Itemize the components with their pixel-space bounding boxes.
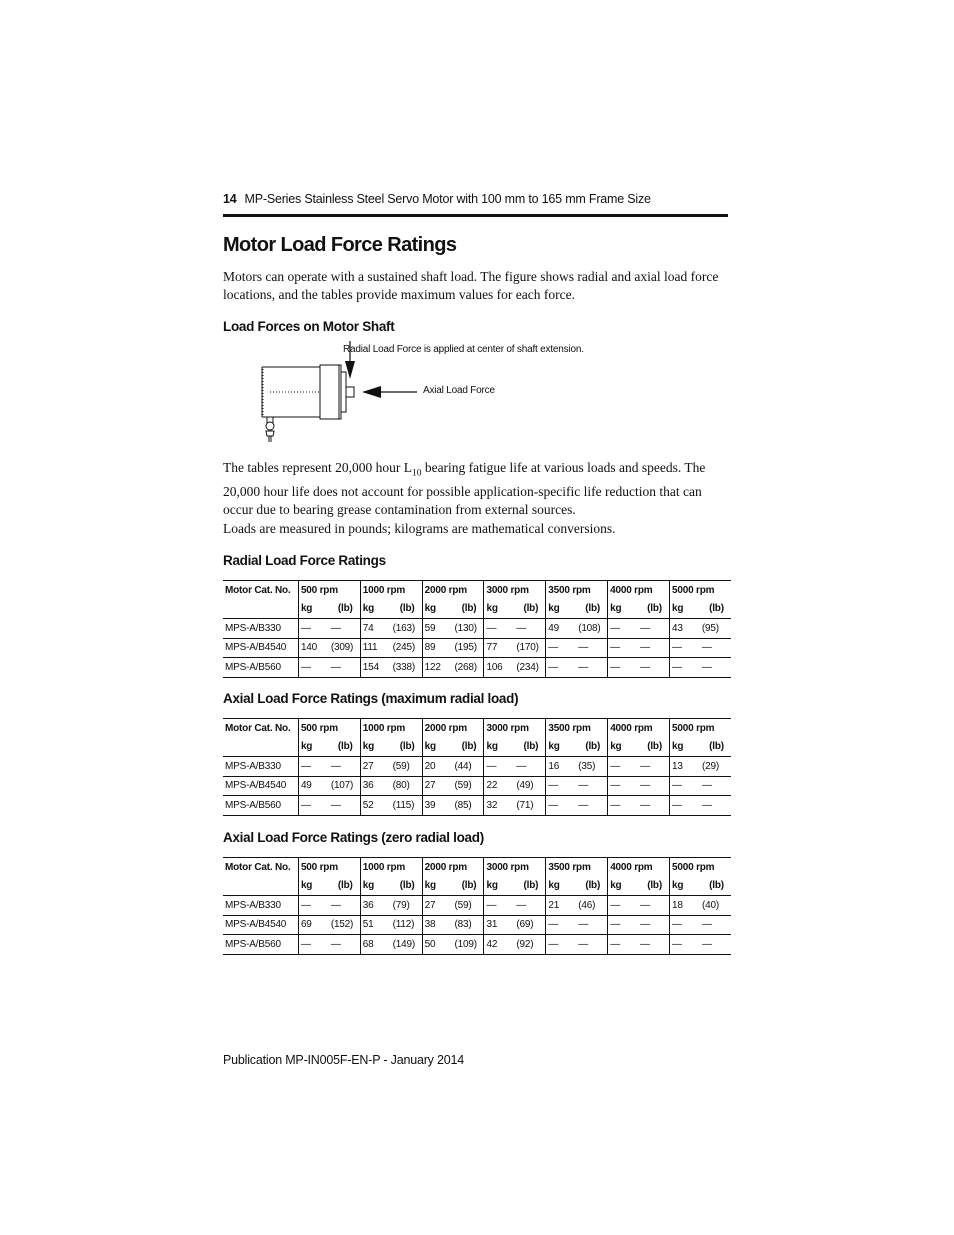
value-kg: 89 [422,638,452,658]
value-lb: — [638,896,669,916]
value-kg: — [484,757,514,777]
value-lb: (92) [514,935,545,955]
axial-load-label: Axial Load Force [423,385,495,396]
unit-lb: (lb) [585,603,601,615]
units-note: Loads are measured in pounds; kilograms are mathematical conversions. [223,521,616,536]
value-kg: 36 [360,896,390,916]
motor-cat-no: MPS-A/B330 [223,896,298,916]
cat-no-header: Motor Cat. No. [223,858,298,877]
value-lb: (338) [391,658,422,678]
radial-load-table [223,580,731,678]
unit-kg: kg [546,738,576,757]
value-lb: (268) [453,658,484,678]
speed-header: 3000 rpm [484,719,546,738]
speed-header: 2000 rpm [422,581,484,600]
value-lb: — [638,619,669,639]
value-lb: — [329,658,360,678]
value-kg: 154 [360,658,390,678]
axial-zero-radial-table [223,857,731,955]
motor-cat-no: MPS-A/B4540 [223,776,298,796]
motor-cat-no: MPS-A/B4540 [223,638,298,658]
unit-blank [223,738,298,757]
value-lb: (195) [453,638,484,658]
value-lb: — [576,776,607,796]
unit-kg: kg [670,738,700,757]
value-kg: — [670,796,700,816]
value-kg: 21 [546,896,576,916]
unit-lb: (lb) [461,880,477,892]
value-lb: (59) [453,896,484,916]
table-row [223,638,731,658]
unit-lb: (lb) [647,741,662,753]
value-kg: 77 [484,638,514,658]
motor-shaft [346,387,354,397]
speed-header: 5000 rpm [670,719,731,738]
value-kg: — [608,796,638,816]
value-lb: — [576,915,607,935]
value-lb: (163) [391,619,422,639]
value-kg: 69 [298,915,328,935]
value-lb: (71) [514,796,545,816]
value-lb: (40) [700,896,731,916]
value-kg: — [298,935,328,955]
value-lb: — [638,658,669,678]
table-row [223,935,731,955]
value-lb: — [329,619,360,639]
publication-footer: Publication MP-IN005F-EN-P - January 2014 [223,1053,464,1067]
value-kg: — [546,915,576,935]
value-lb: — [638,638,669,658]
value-kg: 38 [422,915,452,935]
value-lb: — [638,935,669,955]
unit-kg: kg [422,738,452,757]
speed-header: 5000 rpm [670,581,732,600]
unit-lb: (lb) [461,603,477,615]
motor-cat-no: MPS-A/B330 [223,757,298,777]
unit-header-row [223,738,731,757]
value-kg: 49 [298,776,328,796]
unit-kg: kg [670,877,700,896]
value-kg: 111 [360,638,390,658]
value-kg: 106 [484,658,514,678]
radial-load-label: Radial Load Force is applied at center of shaft extension. [343,344,584,355]
value-kg: — [608,658,638,678]
speed-header: 2000 rpm [422,719,484,738]
speed-header: 2000 rpm [422,858,484,877]
value-lb: — [638,915,669,935]
speed-header: 3500 rpm [546,719,608,738]
value-kg: — [608,757,638,777]
value-kg: 52 [360,796,390,816]
table-row [223,796,731,816]
value-lb: — [576,935,607,955]
speed-header: 3500 rpm [546,858,608,877]
speed-header: 500 rpm [298,719,360,738]
value-lb: (109) [453,935,484,955]
value-lb: (85) [453,796,484,816]
unit-lb: (lb) [523,880,539,892]
value-lb: (115) [391,796,422,816]
value-kg: — [298,757,328,777]
value-kg: — [298,796,328,816]
unit-lb: (lb) [585,880,601,892]
speed-header: 1000 rpm [360,858,422,877]
unit-kg: kg [546,877,576,896]
unit-kg: kg [608,738,638,757]
motor-cat-no: MPS-A/B560 [223,658,298,678]
value-lb: — [329,935,360,955]
unit-kg: kg [298,877,328,896]
value-kg: 122 [422,658,452,678]
table-row [223,658,731,678]
value-lb: (46) [576,896,607,916]
unit-kg: kg [484,738,514,757]
cat-no-header: Motor Cat. No. [223,581,298,600]
value-lb: (130) [453,619,484,639]
unit-lb: (lb) [709,741,724,753]
value-kg: 39 [422,796,452,816]
motor-cat-no: MPS-A/B560 [223,796,298,816]
value-kg: 16 [546,757,576,777]
table-row [223,776,731,796]
speed-header: 3500 rpm [546,581,608,600]
value-kg: — [670,658,700,678]
unit-lb: (lb) [709,603,724,615]
speed-header: 1000 rpm [360,719,422,738]
speed-header: 500 rpm [298,581,360,600]
value-kg: — [608,619,638,639]
value-lb: — [329,896,360,916]
value-kg: 31 [484,915,514,935]
value-kg: 42 [484,935,514,955]
value-kg: 27 [422,776,452,796]
value-lb: — [700,638,731,658]
value-kg: 68 [360,935,390,955]
unit-lb: (lb) [461,741,477,753]
value-lb: — [576,796,607,816]
speed-header-row [223,858,731,877]
intro-paragraph: Motors can operate with a sustained shaft load. The figure shows radial and axial load force locations, and the tables provide maximum values for each force. [223,269,719,302]
axial-force-arrow [362,386,417,398]
value-lb: (234) [514,658,545,678]
value-kg: — [670,915,700,935]
unit-lb: (lb) [647,880,662,892]
axial-zero-table-title: Axial Load Force Ratings (zero radial load) [223,830,484,845]
document-title: MP-Series Stainless Steel Servo Motor with 100 mm to 165 mm Frame Size [244,192,651,206]
value-kg: 22 [484,776,514,796]
motor-shaft-diagram [250,335,430,447]
value-lb: (69) [514,915,545,935]
value-kg: 49 [546,619,576,639]
table-row [223,757,731,777]
speed-header: 1000 rpm [360,581,422,600]
unit-kg: kg [670,600,700,619]
running-header [223,192,651,206]
value-kg: — [546,935,576,955]
value-kg: — [298,619,328,639]
value-lb: (79) [391,896,422,916]
value-kg: — [546,658,576,678]
value-lb: — [700,935,731,955]
value-lb: — [638,796,669,816]
unit-lb: (lb) [523,603,539,615]
value-lb: (44) [453,757,484,777]
value-lb: (149) [391,935,422,955]
value-kg: — [670,935,700,955]
unit-kg: kg [360,738,390,757]
unit-kg: kg [608,600,638,619]
table-row [223,619,731,639]
speed-header: 4000 rpm [608,719,670,738]
speed-header: 500 rpm [298,858,360,877]
value-lb: (59) [453,776,484,796]
value-lb: — [329,796,360,816]
unit-kg: kg [360,600,390,619]
value-kg: 13 [670,757,700,777]
unit-kg: kg [608,877,638,896]
value-kg: 27 [422,896,452,916]
page-number: 14 [223,192,237,206]
axial-max-radial-table [223,718,731,816]
value-kg: 59 [422,619,452,639]
speed-header: 5000 rpm [670,858,731,877]
value-kg: 50 [422,935,452,955]
table-row [223,915,731,935]
table-row [223,896,731,916]
cat-no-header: Motor Cat. No. [223,719,298,738]
value-kg: 74 [360,619,390,639]
value-lb: — [700,915,731,935]
value-lb: — [576,658,607,678]
unit-blank [223,600,298,619]
value-lb: (108) [576,619,607,639]
value-lb: (309) [329,638,360,658]
section-title: Motor Load Force Ratings [223,234,457,256]
value-kg: — [546,796,576,816]
value-lb: (245) [391,638,422,658]
unit-kg: kg [546,600,576,619]
unit-kg: kg [360,877,390,896]
speed-header: 4000 rpm [608,858,670,877]
unit-kg: kg [484,877,514,896]
speed-header-row [223,581,731,600]
unit-lb: (lb) [399,603,415,615]
value-lb: (83) [453,915,484,935]
unit-lb: (lb) [523,741,539,753]
motor-flange [320,365,339,419]
value-lb: — [514,619,545,639]
unit-kg: kg [298,600,328,619]
value-kg: — [608,935,638,955]
value-lb: (35) [576,757,607,777]
value-lb: (80) [391,776,422,796]
value-lb: (170) [514,638,545,658]
unit-kg: kg [484,600,514,619]
unit-lb: (lb) [647,603,662,615]
motor-cat-no: MPS-A/B4540 [223,915,298,935]
value-kg: — [670,776,700,796]
value-lb: — [514,896,545,916]
value-lb: (95) [700,619,731,639]
unit-blank [223,877,298,896]
value-kg: 18 [670,896,700,916]
speed-header: 4000 rpm [608,581,670,600]
unit-lb: (lb) [337,880,353,892]
unit-lb: (lb) [337,603,353,615]
value-kg: — [670,638,700,658]
value-kg: — [484,619,514,639]
value-kg: 43 [670,619,700,639]
value-lb: (59) [391,757,422,777]
value-kg: — [484,896,514,916]
axial-max-table-title: Axial Load Force Ratings (maximum radial load) [223,691,519,706]
value-lb: — [638,757,669,777]
value-kg: 51 [360,915,390,935]
unit-kg: kg [422,600,452,619]
value-kg: 140 [298,638,328,658]
value-lb: — [700,776,731,796]
value-lb: — [700,796,731,816]
value-kg: 36 [360,776,390,796]
value-kg: — [608,638,638,658]
value-kg: — [546,776,576,796]
unit-kg: kg [298,738,328,757]
value-lb: — [700,658,731,678]
value-kg: — [298,658,328,678]
value-kg: 20 [422,757,452,777]
motor-cat-no: MPS-A/B330 [223,619,298,639]
value-lb: (152) [329,915,360,935]
value-lb: — [638,776,669,796]
unit-lb: (lb) [585,741,601,753]
value-lb: (29) [700,757,731,777]
unit-kg: kg [422,877,452,896]
header-rule [223,214,728,217]
value-lb: — [514,757,545,777]
unit-header-row [223,877,731,896]
unit-lb: (lb) [709,880,724,892]
value-lb: — [329,757,360,777]
speed-header: 3000 rpm [484,858,546,877]
motor-cat-no: MPS-A/B560 [223,935,298,955]
speed-header-row [223,719,731,738]
value-lb: (107) [329,776,360,796]
value-lb: (112) [391,915,422,935]
bearing-life-note: The tables represent 20,000 hour $L_{10}$ bearing fatigue life at various loads and speeds. The 20,000 hour life does not account for possible application-specific life reduction that can occur due to bearing grease contamination from external sources. [223,460,706,517]
value-kg: — [608,776,638,796]
value-kg: 32 [484,796,514,816]
unit-lb: (lb) [337,741,353,753]
value-kg: — [608,915,638,935]
figure-heading: Load Forces on Motor Shaft [223,319,395,334]
radial-table-title: Radial Load Force Ratings [223,553,386,568]
unit-lb: (lb) [399,880,415,892]
speed-header: 3000 rpm [484,581,546,600]
value-kg: — [546,638,576,658]
value-lb: — [576,638,607,658]
value-kg: — [298,896,328,916]
value-kg: 27 [360,757,390,777]
value-kg: — [608,896,638,916]
value-lb: (49) [514,776,545,796]
unit-lb: (lb) [399,741,415,753]
unit-header-row [223,600,731,619]
